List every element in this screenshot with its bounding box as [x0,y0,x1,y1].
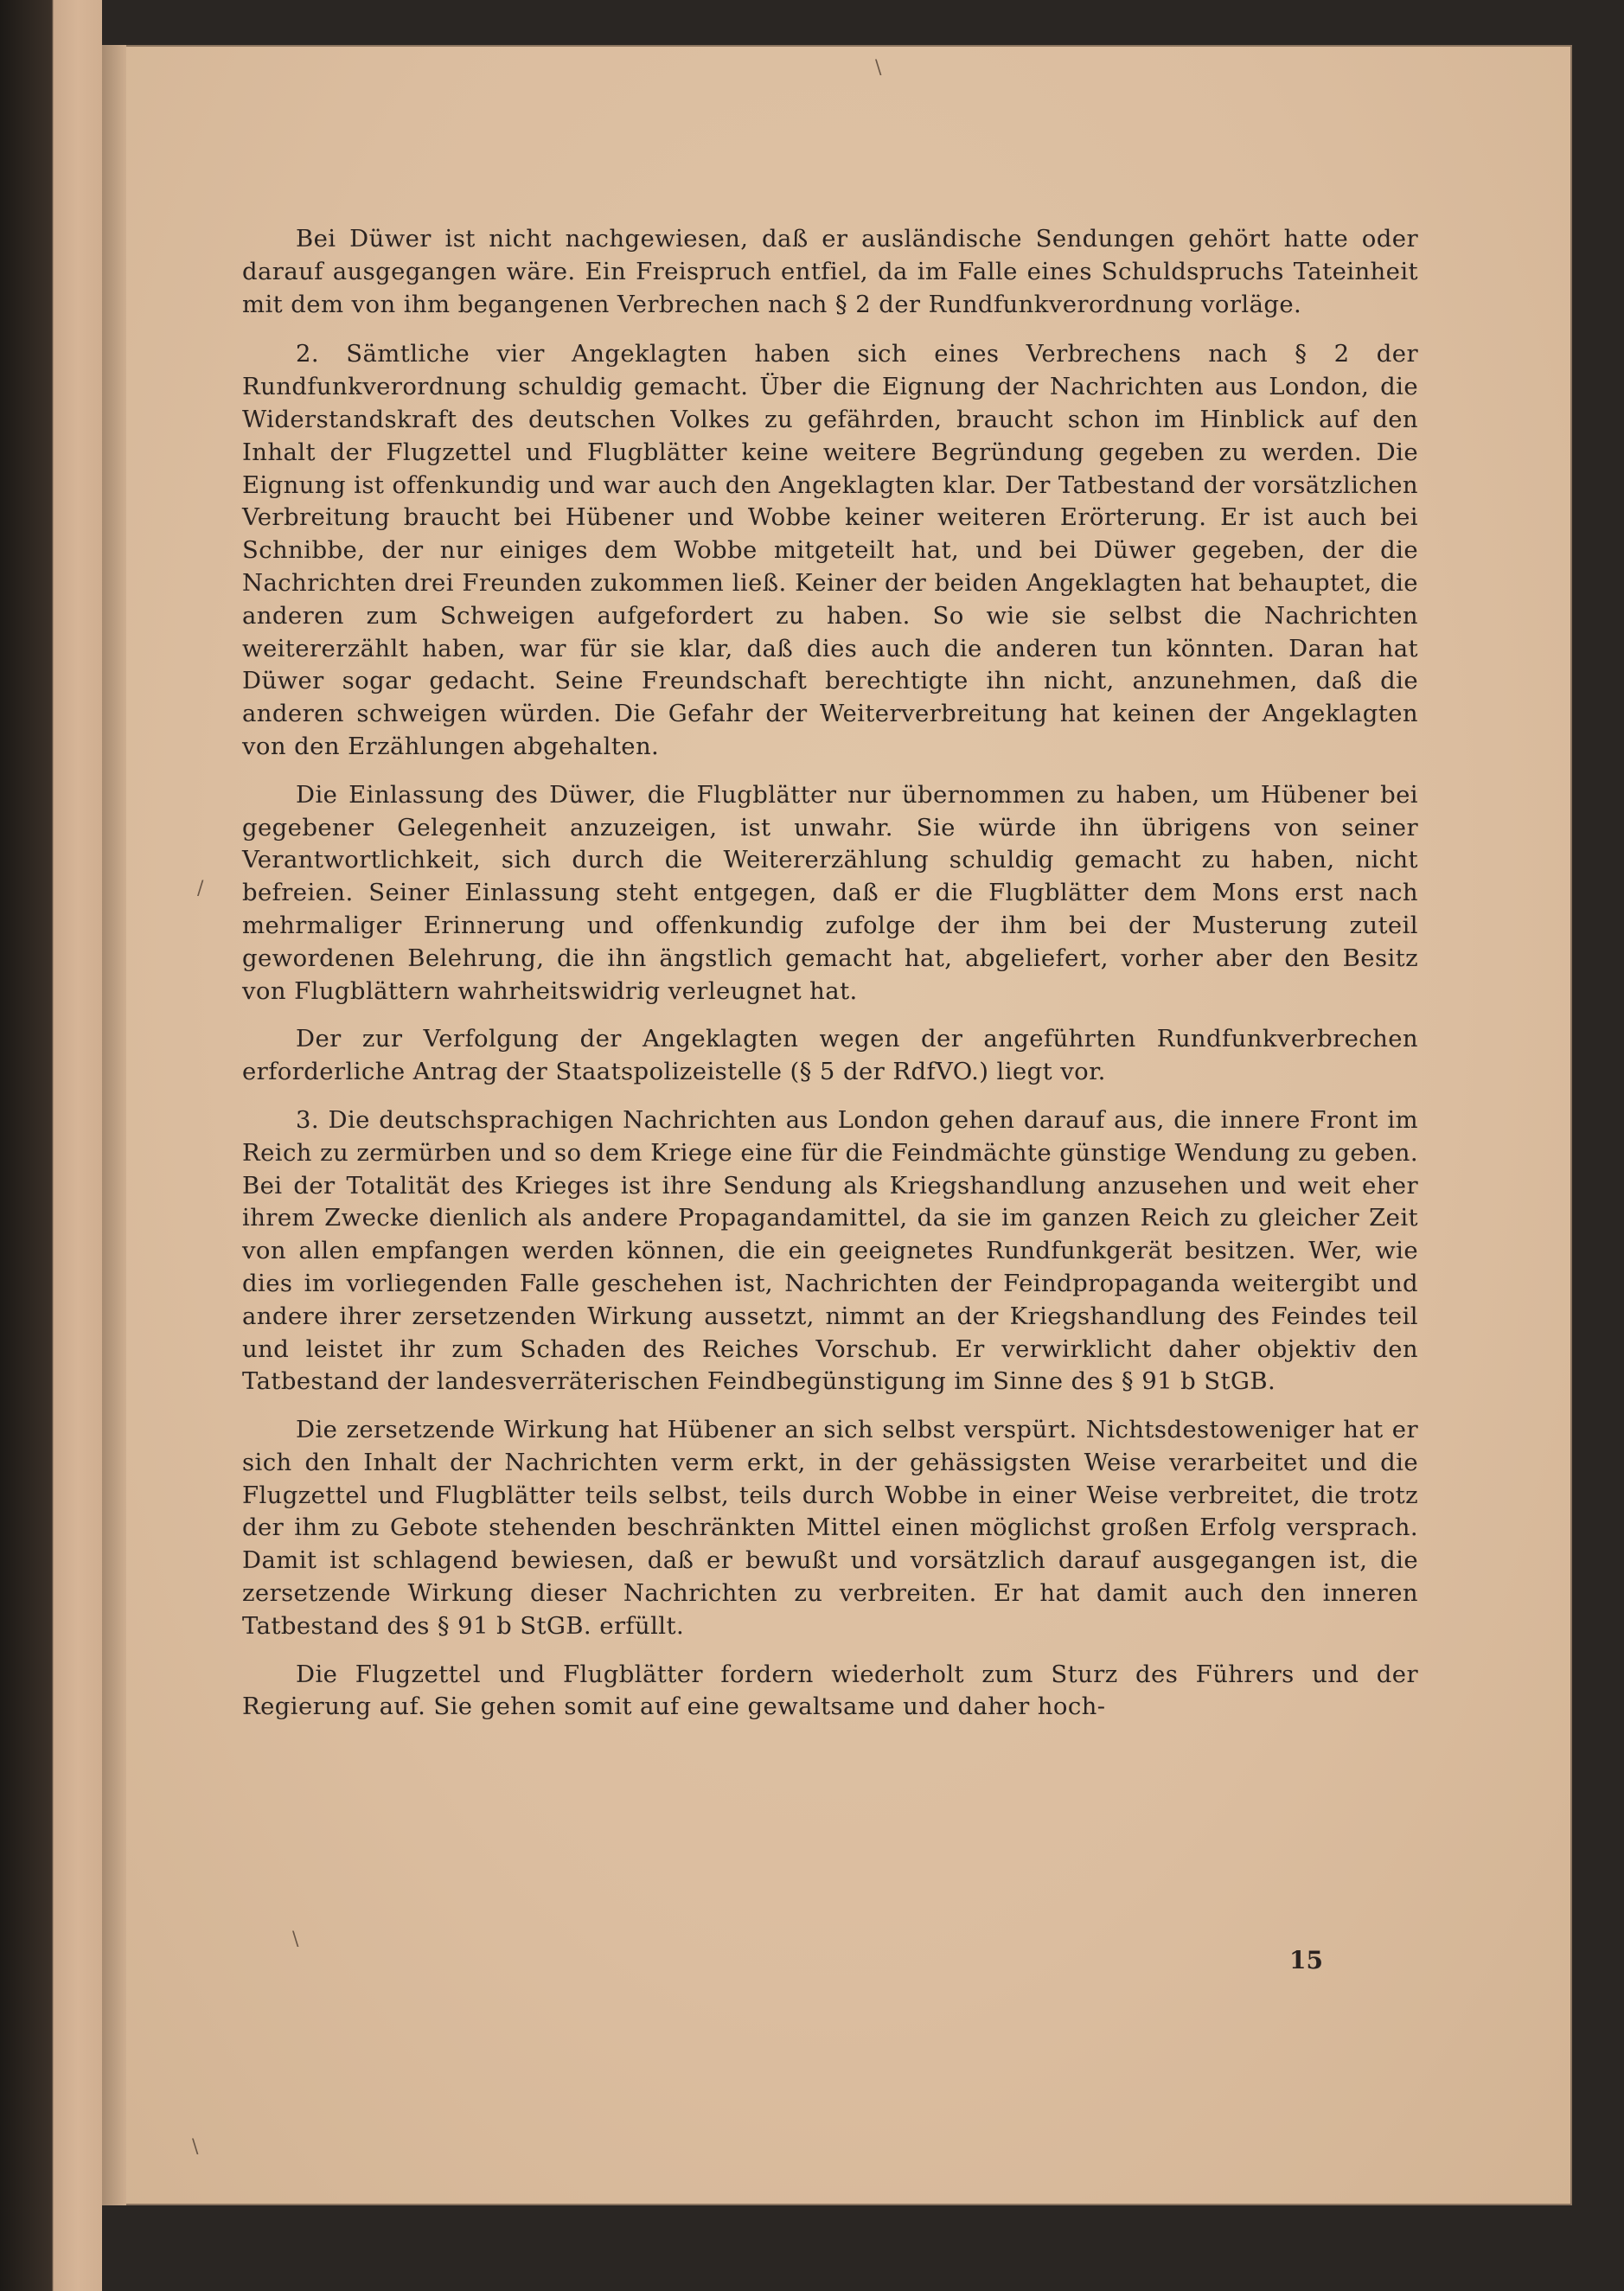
paragraph: Die zersetzende Wirkung hat Hübener an sich selbst verspürt. Nichtsdestoweniger hat er sich den Inhalt der Nachrichten verm erkt, in der gehässigsten Weise verarbeitet und die Flugzettel und Flugblätter teils selbst, teils durch Wobbe in einer Weise verbreitet, die trotz der ihm zu Gebote stehenden beschränkten Mittel einen möglichst großen Erfolg versprach. Damit ist schlagend bewiesen, daß er bewußt und vorsätzlich darauf ausgegangen ist, die zersetzende Wirkung dieser Nachrichten zu verbreiten. Er hat damit auch den inneren Tatbestand des § 91 b StGB. erfüllt. [242,1416,1418,1640]
ink-mark: / [197,878,204,899]
paragraph: 2. Sämtliche vier Angeklagten haben sich eines Verbrechens nach § 2 der Rundfunkverordnung schuldig gemacht. Über die Eignung der Nachrichten aus London, die Widerstandskraft des deutschen Volkes zu gefährden, braucht schon im Hinblick auf den Inhalt der Flugzettel und Flugblätter keine weitere Begründung gegeben zu werden. Die Eignung ist offenkundig und war auch den Angeklagten klar. Der Tatbestand der vorsätzlichen Verbreitung braucht bei Hübener und Wobbe keiner weiteren Erörterung. Er ist auch bei Schnibbe, der nur einiges dem Wobbe mitgeteilt hat, und bei Düwer gegeben, der die Nachrichten drei Freunden zukommen ließ. Keiner der beiden Angeklagten hat behauptet, die anderen zum Schweigen aufgefordert zu haben. So wie sie selbst die Nachrichten weitererzählt haben, war für sie klar, daß dies auch die anderen tun könnten. Daran hat Düwer sogar gedacht. Seine Freundschaft berechtigte ihn nicht, anzunehmen, daß die anderen schweigen würden. Die Gefahr der Weiterverbreitung hat keinen der Angeklagten von den Erzählungen abgehalten. [242,340,1418,760]
body-text [242,223,1418,1739]
ink-mark: \ [292,1929,299,1950]
ink-mark: \ [192,2136,199,2158]
page-number: 15 [1289,1946,1323,1974]
paragraph: Bei Düwer ist nicht nachgewiesen, daß er ausländische Sendungen gehört hatte oder darauf ausgegangen wäre. Ein Freispruch entfiel, da im Falle eines Schuldspruchs Tateinheit mit dem von ihm begangenen Verbrechen nach § 2 der Rundfunkverordnung vorläge. [242,225,1418,318]
paragraph: Die Einlassung des Düwer, die Flugblätter nur übernommen zu haben, um Hübener bei gegebener Gelegenheit anzuzeigen, ist unwahr. Sie würde ihn übrigens von seiner Verantwortlichkeit, sich durch die Weitererzählung schuldig gemacht zu haben, nicht befreien. Seiner Einlassung steht entgegen, daß er die Flugblätter dem Mons erst nach mehrmaliger Erinnerung und offenkundig zufolge der ihm bei der Musterung zuteil gewordenen Belehrung, die ihn ängstlich gemacht hat, abgeliefert, vorher aber den Besitz von Flugblättern wahrheitswidrig verleugnet hat. [242,780,1418,1005]
ink-mark: \ [875,57,882,79]
book-spine-edge [0,0,102,2291]
paragraph: Der zur Verfolgung der Angeklagten wegen der angeführten Rundfunkverbrechen erforderliche Antrag der Staatspolizeistelle (§ 5 der RdfVO.) liegt vor. [242,1025,1418,1086]
paragraph: Die Flugzettel und Flugblätter fordern wiederholt zum Sturz des Führers und der Regierung auf. Sie gehen somit auf eine gewaltsame und daher hoch- [242,1660,1418,1721]
page-gutter [102,45,126,2205]
paragraph: 3. Die deutschsprachigen Nachrichten aus London gehen darauf aus, die innere Front im Reich zu zermürben und so dem Kriege eine für die Feindmächte günstige Wendung zu geben. Bei der Totalität des Krieges ist ihre Sendung als Kriegshandlung anzusehen und weit eher ihrem Zwecke dienlich als andere Propagandamittel, da sie im ganzen Reich zu gleicher Zeit von allen empfangen werden können, die ein geeignetes Rundfunkgerät besitzen. Wer, wie dies im vorliegenden Falle geschehen ist, Nachrichten der Feindpropaganda weitergibt und andere ihrer zersetzenden Wirkung aussetzt, nimmt an der Kriegshandlung des Feindes teil und leistet ihr zum Schaden des Reiches Vorschub. Er verwirklicht daher objektiv den Tatbestand der landesverräterischen Feindbegünstigung im Sinne des § 91 b StGB. [242,1105,1418,1396]
